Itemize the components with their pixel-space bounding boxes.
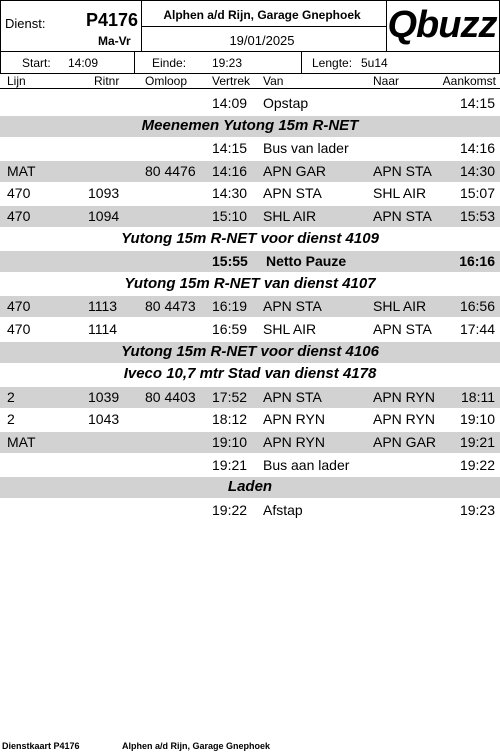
cell-naar: APN STA bbox=[373, 321, 432, 337]
cell-aankomst: 14:15 bbox=[459, 95, 495, 111]
col-vertrek: Vertrek bbox=[212, 74, 251, 88]
cell-aankomst: 19:23 bbox=[459, 501, 495, 518]
einde-value: 19:23 bbox=[212, 56, 243, 70]
col-naar: Naar bbox=[373, 74, 400, 88]
cell-vertrek: 16:19 bbox=[212, 298, 248, 315]
cell-lijn: MAT bbox=[7, 162, 36, 179]
col-omloop: Omloop bbox=[145, 74, 188, 88]
column-headers bbox=[0, 74, 500, 89]
col-lijn: Lijn bbox=[7, 74, 26, 88]
cell-van: APN GAR bbox=[263, 162, 327, 179]
lengte-label: Lengte: bbox=[312, 56, 353, 70]
section-heading bbox=[0, 229, 500, 250]
cell-naar: APN STA bbox=[373, 208, 432, 224]
cell-vertrek: 17:52 bbox=[212, 388, 248, 405]
route-title: Alphen a/d Rijn, Garage Gnephoek bbox=[163, 8, 361, 22]
cell-ritnr: 1093 bbox=[88, 185, 120, 202]
cell-ritnr: 1043 bbox=[88, 411, 120, 428]
cell-vertrek: 14:16 bbox=[212, 162, 248, 179]
cell-van: APN STA bbox=[263, 388, 322, 405]
cell-naar: APN RYN bbox=[373, 411, 435, 428]
cell-omloop: 80 4473 bbox=[145, 298, 196, 315]
cell-aankomst: 16:16 bbox=[459, 253, 495, 270]
start-value: 14:09 bbox=[68, 56, 99, 70]
cell-lijn: 2 bbox=[7, 411, 15, 428]
cell-lijn: 470 bbox=[7, 298, 31, 315]
cell-aankomst: 19:21 bbox=[459, 434, 495, 450]
col-aankomst: Aankomst bbox=[442, 74, 496, 88]
cell-lijn: 470 bbox=[7, 185, 31, 202]
col-van: Van bbox=[263, 74, 284, 88]
footer-right: Alphen a/d Rijn, Garage Gnephoek bbox=[122, 741, 271, 751]
cell-lijn: 470 bbox=[7, 321, 31, 337]
cell-van: Bus aan lader bbox=[263, 456, 350, 473]
service-date: 19/01/2025 bbox=[229, 33, 295, 48]
start-label: Start: bbox=[22, 56, 51, 70]
cell-ritnr: 1113 bbox=[88, 298, 118, 315]
cell-omloop: 80 4476 bbox=[145, 162, 196, 179]
cell-aankomst: 17:44 bbox=[459, 321, 495, 337]
section-heading bbox=[0, 364, 500, 385]
table-row bbox=[0, 409, 500, 430]
table-row bbox=[0, 296, 500, 317]
table-row bbox=[0, 206, 500, 227]
cell-vertrek: 19:10 bbox=[212, 434, 248, 450]
cell-aankomst: 19:22 bbox=[459, 456, 495, 473]
cell-lijn: 470 bbox=[7, 208, 31, 224]
footer-left: Dienstkaart P4176 bbox=[2, 741, 80, 751]
cell-van: APN RYN bbox=[263, 411, 325, 428]
cell-vertrek: 14:30 bbox=[212, 185, 248, 202]
col-ritnr: Ritnr bbox=[94, 74, 120, 88]
cell-vertrek: 18:12 bbox=[212, 411, 248, 428]
cell-vertrek: 15:10 bbox=[212, 208, 248, 224]
cell-lijn: 2 bbox=[7, 388, 15, 405]
section-heading bbox=[0, 342, 500, 363]
section-heading bbox=[0, 477, 500, 498]
section-title: Yutong 15m R-NET voor dienst 4106 bbox=[121, 342, 379, 360]
cell-naar: APN GAR bbox=[373, 434, 437, 450]
table-row bbox=[0, 455, 500, 476]
section-heading bbox=[0, 116, 500, 137]
cell-naar: SHL AIR bbox=[373, 185, 427, 202]
cell-lijn: MAT bbox=[7, 434, 36, 450]
cell-aankomst: 14:30 bbox=[459, 162, 495, 179]
cell-vertrek: 14:15 bbox=[212, 140, 248, 157]
cell-aankomst: 15:07 bbox=[459, 185, 495, 202]
table-row bbox=[0, 161, 500, 182]
table-row bbox=[0, 500, 500, 521]
einde-label: Einde: bbox=[152, 56, 187, 70]
cell-ritnr: 1094 bbox=[88, 208, 120, 224]
days-label: Ma-Vr bbox=[98, 34, 131, 48]
cell-ritnr: 1039 bbox=[88, 388, 120, 405]
dienst-code: P4176 bbox=[86, 10, 139, 30]
cell-van: APN STA bbox=[263, 298, 322, 315]
cell-vertrek: 19:22 bbox=[212, 501, 248, 518]
cell-van: SHL AIR bbox=[263, 321, 317, 337]
table-row bbox=[0, 432, 500, 453]
dienst-label: Dienst: bbox=[5, 16, 46, 31]
header-divider-center bbox=[141, 26, 387, 27]
cell-van: APN RYN bbox=[263, 434, 325, 450]
section-heading bbox=[0, 274, 500, 295]
table-row bbox=[0, 138, 500, 159]
cell-aankomst: 16:56 bbox=[459, 298, 495, 315]
cell-van: Afstap bbox=[263, 501, 303, 518]
cell-van: Opstap bbox=[263, 95, 309, 111]
section-title: Iveco 10,7 mtr Stad van dienst 4178 bbox=[123, 365, 377, 383]
cell-ritnr: 1114 bbox=[88, 321, 118, 337]
cell-aankomst: 15:53 bbox=[459, 208, 495, 224]
cell-aankomst: 19:10 bbox=[459, 411, 495, 428]
cell-omloop: 80 4403 bbox=[145, 388, 196, 405]
section-title: Meenemen Yutong 15m R-NET bbox=[141, 116, 359, 134]
section-title: Yutong 15m R-NET voor dienst 4109 bbox=[121, 229, 379, 247]
cell-van: Bus van lader bbox=[263, 140, 349, 157]
pause-label: Netto Pauze bbox=[266, 253, 347, 270]
section-title: Yutong 15m R-NET van dienst 4107 bbox=[124, 274, 376, 292]
cell-naar: APN RYN bbox=[373, 388, 435, 405]
cell-van: SHL AIR bbox=[263, 208, 317, 224]
table-row bbox=[0, 93, 500, 114]
cell-naar: SHL AIR bbox=[373, 298, 427, 315]
duty-header bbox=[0, 0, 500, 74]
qbuzz-logo: Qbuzz bbox=[387, 4, 497, 46]
cell-vertrek: 15:55 bbox=[212, 253, 248, 270]
table-row bbox=[0, 183, 500, 204]
pause-row bbox=[0, 251, 500, 272]
cell-van: APN STA bbox=[263, 185, 322, 202]
cell-aankomst: 14:16 bbox=[459, 140, 495, 157]
table-row bbox=[0, 319, 500, 340]
cell-aankomst: 18:11 bbox=[461, 388, 495, 405]
cell-vertrek: 16:59 bbox=[212, 321, 248, 337]
cell-vertrek: 14:09 bbox=[212, 95, 248, 111]
cell-vertrek: 19:21 bbox=[212, 456, 248, 473]
lengte-value: 5u14 bbox=[361, 56, 388, 70]
table-row bbox=[0, 387, 500, 408]
section-title: Laden bbox=[227, 478, 273, 496]
cell-naar: APN STA bbox=[373, 162, 432, 179]
